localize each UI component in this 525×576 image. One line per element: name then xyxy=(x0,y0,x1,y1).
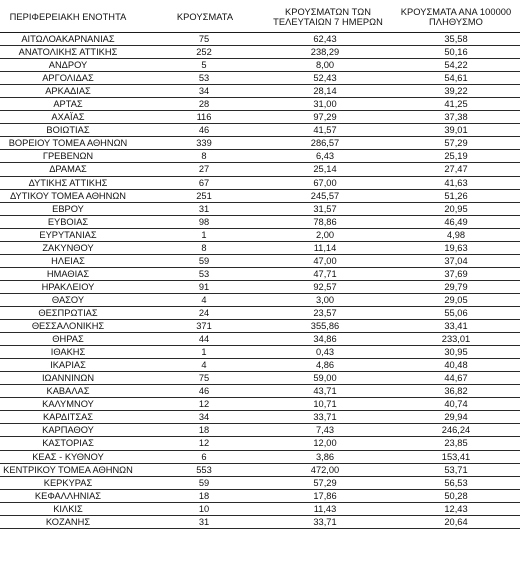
cases-7-days: 11,43 xyxy=(313,503,337,514)
region-name: ΘΑΣΟΥ xyxy=(51,294,85,305)
cases-count: 67 xyxy=(198,177,210,188)
table-row xyxy=(0,124,520,137)
cases-per-100000: 20,95 xyxy=(444,203,468,214)
cases-count: 31 xyxy=(198,203,210,214)
region-name: ΗΜΑΘΙΑΣ xyxy=(46,268,90,279)
cases-per-100000: 40,74 xyxy=(444,399,468,410)
cases-per-100000: 41,25 xyxy=(444,99,468,110)
region-name: ΕΒΡΟΥ xyxy=(52,203,84,214)
header-cases: ΚΡΟΥΣΜΑΤΑ xyxy=(176,11,234,22)
cases-count: 8 xyxy=(201,151,207,162)
cases-per-100000: 36,82 xyxy=(444,386,468,397)
table-row xyxy=(0,150,520,163)
cases-per-100000: 35,58 xyxy=(444,34,468,44)
cases-per-100000: 39,22 xyxy=(444,86,468,97)
cases-per-100000: 54,61 xyxy=(444,73,468,84)
cases-count: 24 xyxy=(198,307,210,318)
cases-count: 53 xyxy=(198,268,210,279)
cases-per-100000: 53,71 xyxy=(444,464,468,475)
table-row xyxy=(0,190,520,203)
table-row xyxy=(0,111,520,124)
cases-7-days: 47,00 xyxy=(313,255,337,266)
region-name: ΚΟΖΑΝΗΣ xyxy=(45,516,91,527)
region-name: ΑΙΤΩΛΟΑΚΑΡΝΑΝΙΑΣ xyxy=(21,34,115,44)
cases-count: 75 xyxy=(198,373,210,384)
table-row xyxy=(0,203,520,216)
cases-7-days: 57,29 xyxy=(313,477,337,488)
region-name: ΚΕΦΑΛΛΗΝΙΑΣ xyxy=(34,490,102,501)
cases-per-100000: 233,01 xyxy=(441,334,471,345)
cases-count: 46 xyxy=(198,386,210,397)
table-row xyxy=(0,72,520,85)
cases-count: 18 xyxy=(198,425,210,436)
header-cases-last-7-days: ΚΡΟΥΣΜΑΤΩΝ ΤΩΝ ΤΕΛΕΥΤΑΙΩΝ 7 ΗΜΕΡΩΝ xyxy=(273,6,383,27)
region-name: ΑΡΤΑΣ xyxy=(53,99,83,110)
cases-7-days: 52,43 xyxy=(313,73,337,84)
cases-count: 1 xyxy=(201,347,207,358)
cases-count: 8 xyxy=(201,242,207,253)
cases-per-100000: 29,94 xyxy=(444,412,468,423)
cases-per-100000: 54,22 xyxy=(444,60,468,71)
region-name: ΘΕΣΣΑΛΟΝΙΚΗΣ xyxy=(31,321,105,332)
cases-count: 59 xyxy=(198,255,210,266)
cases-per-100000: 37,38 xyxy=(444,112,468,123)
cases-count: 12 xyxy=(198,399,210,410)
table-row xyxy=(0,137,520,150)
cases-per-100000: 20,64 xyxy=(444,516,468,527)
cases-7-days: 59,00 xyxy=(313,373,337,384)
table-row xyxy=(0,411,520,424)
cases-count: 371 xyxy=(196,321,212,332)
cases-7-days: 78,86 xyxy=(313,216,337,227)
table-row xyxy=(0,424,520,437)
table-row xyxy=(0,451,520,464)
cases-per-100000: 29,79 xyxy=(444,281,468,292)
region-name: ΒΟΡΕΙΟΥ ΤΟΜΕΑ ΑΘΗΝΩΝ xyxy=(8,138,128,149)
region-name: ΕΥΡΥΤΑΝΙΑΣ xyxy=(39,229,97,240)
cases-7-days: 31,57 xyxy=(313,203,337,214)
cases-per-100000: 40,48 xyxy=(444,360,468,371)
header-regional-unit: ΠΕΡΙΦΕΡΕΙΑΚΗ ΕΝΟΤΗΤΑ xyxy=(9,11,127,22)
table-row xyxy=(0,255,520,268)
cases-count: 251 xyxy=(196,190,212,201)
region-name: ΔΥΤΙΚΟΥ ΤΟΜΕΑ ΑΘΗΝΩΝ xyxy=(9,190,127,201)
region-name: ΓΡΕΒΕΝΩΝ xyxy=(42,151,94,162)
cases-per-100000: 50,16 xyxy=(444,47,468,58)
cases-per-100000: 19,63 xyxy=(444,242,468,253)
cases-7-days: 28,14 xyxy=(313,86,337,97)
cases-count: 12 xyxy=(198,438,210,449)
table-row xyxy=(0,372,520,385)
region-name: ΔΥΤΙΚΗΣ ΑΤΤΙΚΗΣ xyxy=(28,177,108,188)
cases-per-100000: 44,67 xyxy=(444,373,468,384)
cases-7-days: 47,71 xyxy=(313,268,337,279)
cases-7-days: 62,43 xyxy=(313,34,337,44)
cases-7-days: 3,86 xyxy=(315,451,335,462)
cases-per-100000: 41,63 xyxy=(444,177,468,188)
cases-per-100000: 29,05 xyxy=(444,294,468,305)
cases-7-days: 4,86 xyxy=(315,360,335,371)
cases-count: 1 xyxy=(201,229,207,240)
cases-7-days: 41,57 xyxy=(313,125,337,136)
region-name: ΙΚΑΡΙΑΣ xyxy=(50,360,86,371)
region-name: ΑΧΑΪΑΣ xyxy=(51,112,85,123)
region-name: ΚΑΣΤΟΡΙΑΣ xyxy=(42,438,94,449)
cases-7-days: 17,86 xyxy=(313,490,337,501)
cases-per-100000: 27,47 xyxy=(444,164,468,175)
region-name: ΑΡΚΑΔΙΑΣ xyxy=(45,86,91,97)
table-row xyxy=(0,268,520,281)
table-row xyxy=(0,59,520,72)
table-row xyxy=(0,385,520,398)
table-row xyxy=(0,320,520,333)
region-name: ΑΝΔΡΟΥ xyxy=(48,60,88,71)
table-body xyxy=(0,33,525,529)
table-row xyxy=(0,333,520,346)
cases-per-100000: 39,01 xyxy=(444,125,468,136)
cases-per-100000: 23,85 xyxy=(444,438,468,449)
cases-count: 34 xyxy=(198,86,210,97)
region-name: ΚΙΛΚΙΣ xyxy=(53,503,83,514)
region-name: ΚΕΑΣ - ΚΥΘΝΟΥ xyxy=(32,451,104,462)
cases-count: 116 xyxy=(196,112,212,123)
cases-per-100000: 51,26 xyxy=(444,190,468,201)
cases-count: 98 xyxy=(198,216,210,227)
cases-per-100000: 56,53 xyxy=(444,477,468,488)
cases-7-days: 8,00 xyxy=(315,60,335,71)
cases-7-days: 92,57 xyxy=(313,281,337,292)
cases-7-days: 10,71 xyxy=(313,399,337,410)
cases-count: 6 xyxy=(201,451,207,462)
region-name: ΘΕΣΠΡΩΤΙΑΣ xyxy=(38,307,98,318)
region-name: ΚΕΡΚΥΡΑΣ xyxy=(43,477,93,488)
cases-7-days: 34,86 xyxy=(313,334,337,345)
cases-count: 4 xyxy=(201,294,207,305)
cases-count: 46 xyxy=(198,125,210,136)
table-row xyxy=(0,307,520,320)
cases-count: 5 xyxy=(201,60,207,71)
cases-per-100000: 46,49 xyxy=(444,216,468,227)
table-row xyxy=(0,398,520,411)
cases-count: 18 xyxy=(198,490,210,501)
cases-per-100000: 25,19 xyxy=(444,151,468,162)
table-row xyxy=(0,242,520,255)
table-row xyxy=(0,216,520,229)
cases-count: 53 xyxy=(198,73,210,84)
cases-per-100000: 33,41 xyxy=(444,321,468,332)
cases-7-days: 25,14 xyxy=(313,164,337,175)
table-row xyxy=(0,464,520,477)
table-row xyxy=(0,46,520,59)
cases-per-100000: 50,28 xyxy=(444,490,468,501)
table-row xyxy=(0,490,520,503)
cases-7-days: 0,43 xyxy=(315,347,335,358)
region-name: ΖΑΚΥΝΘΟΥ xyxy=(42,242,94,253)
region-name: ΗΛΕΙΑΣ xyxy=(51,255,85,266)
cases-per-100000: 37,69 xyxy=(444,268,468,279)
cases-count: 91 xyxy=(198,281,210,292)
table-row xyxy=(0,477,520,490)
table-row xyxy=(0,229,520,242)
cases-count: 553 xyxy=(196,464,212,475)
cases-7-days: 31,00 xyxy=(313,99,337,110)
cases-7-days: 23,57 xyxy=(313,307,337,318)
table-row xyxy=(0,294,520,307)
cases-7-days: 33,71 xyxy=(313,412,337,423)
region-name: ΔΡΑΜΑΣ xyxy=(49,164,87,175)
table-row xyxy=(0,437,520,450)
cases-per-100000: 12,43 xyxy=(444,503,468,514)
cases-count: 10 xyxy=(198,503,210,514)
region-name: ΑΡΓΟΛΙΔΑΣ xyxy=(42,73,94,84)
table-row xyxy=(0,163,520,176)
table-row xyxy=(0,503,520,516)
table-row xyxy=(0,346,520,359)
cases-7-days: 33,71 xyxy=(313,516,337,527)
cases-7-days: 11,14 xyxy=(313,242,337,253)
cases-per-100000: 4,98 xyxy=(446,229,466,240)
cases-per-100000: 57,29 xyxy=(444,138,468,149)
cases-count: 27 xyxy=(198,164,210,175)
cases-count: 75 xyxy=(198,34,210,44)
cases-7-days: 245,57 xyxy=(310,190,340,201)
cases-7-days: 238,29 xyxy=(310,47,340,58)
region-name: ΚΕΝΤΡΙΚΟΥ ΤΟΜΕΑ ΑΘΗΝΩΝ xyxy=(3,464,133,475)
cases-7-days: 6,43 xyxy=(315,151,335,162)
cases-per-100000: 30,95 xyxy=(444,347,468,358)
cases-7-days: 2,00 xyxy=(315,229,335,240)
cases-per-100000: 55,06 xyxy=(444,307,468,318)
region-name: ΗΡΑΚΛΕΙΟΥ xyxy=(41,281,95,292)
cases-7-days: 12,00 xyxy=(313,438,337,449)
cases-per-100000: 153,41 xyxy=(441,451,471,462)
region-name: ΘΗΡΑΣ xyxy=(52,334,84,345)
cases-count: 44 xyxy=(198,334,210,345)
region-name: ΒΟΙΩΤΙΑΣ xyxy=(46,125,90,136)
region-name: ΕΥΒΟΙΑΣ xyxy=(47,216,89,227)
table-row xyxy=(0,516,520,529)
cases-7-days: 7,43 xyxy=(315,425,335,436)
region-name: ΑΝΑΤΟΛΙΚΗΣ ΑΤΤΙΚΗΣ xyxy=(18,47,118,58)
table-row xyxy=(0,98,520,111)
table-row xyxy=(0,177,520,190)
table-row xyxy=(0,33,520,46)
cases-7-days: 355,86 xyxy=(310,321,340,332)
cases-count: 31 xyxy=(198,516,210,527)
cases-7-days: 97,29 xyxy=(313,112,337,123)
region-name: ΚΑΡΠΑΘΟΥ xyxy=(42,425,94,436)
cases-per-100000: 246,24 xyxy=(441,425,471,436)
cases-7-days: 3,00 xyxy=(315,294,335,305)
cases-count: 59 xyxy=(198,477,210,488)
cases-count: 252 xyxy=(196,47,212,58)
region-name: ΚΑΡΔΙΤΣΑΣ xyxy=(42,412,94,423)
table-row xyxy=(0,359,520,372)
cases-count: 339 xyxy=(196,138,212,149)
cases-7-days: 472,00 xyxy=(310,464,340,475)
cases-count: 4 xyxy=(201,360,207,371)
cases-count: 34 xyxy=(198,412,210,423)
region-name: ΚΑΛΥΜΝΟΥ xyxy=(42,399,94,410)
table-row xyxy=(0,85,520,98)
region-name: ΙΘΑΚΗΣ xyxy=(50,347,86,358)
region-name: ΙΩΑΝΝΙΝΩΝ xyxy=(41,373,95,384)
table-row xyxy=(0,281,520,294)
cases-per-100000: 37,04 xyxy=(444,255,468,266)
cases-7-days: 67,00 xyxy=(313,177,337,188)
cases-7-days: 286,57 xyxy=(310,138,340,149)
cases-7-days: 43,71 xyxy=(313,386,337,397)
header-cases-per-100000: ΚΡΟΥΣΜΑΤΑ ΑΝΑ 100000 ΠΛΗΘΥΣΜΟ xyxy=(400,6,512,27)
region-name: ΚΑΒΑΛΑΣ xyxy=(46,386,90,397)
cases-count: 28 xyxy=(198,99,210,110)
